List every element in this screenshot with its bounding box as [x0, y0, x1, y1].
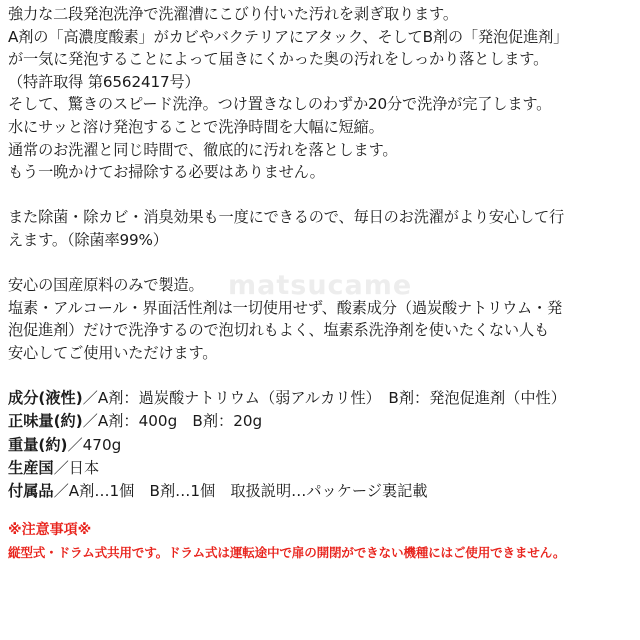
description-line: 強力な二段発泡洗浄で洗濯漕にこびり付いた汚れを剥ぎ取ります。 — [8, 5, 458, 23]
spec-value: ／A剤：過炭酸ナトリウム（弱アルカリ性） B剤：発泡促進剤（中性） — [82, 389, 566, 408]
origin-line: 安心してご使用いただけます。 — [8, 343, 218, 362]
effect-line: また除菌・除カビ・消臭効果も一度にできるので、毎日のお洗濯がより安心して行 — [8, 208, 565, 227]
spec-label: 生産国 — [8, 458, 54, 477]
spec-label: 成分(液性) — [8, 389, 83, 408]
spec-value: ／A剤…1個 B剤…1個 取扱説明…パッケージ裏記載 — [53, 482, 428, 501]
spec-label: 正味量(約) — [8, 412, 83, 431]
description-line: もう一晩かけてお掃除する必要はありません。 — [8, 163, 325, 182]
description-line: そして、驚きのスピード洗浄。つけ置きなしのわずか20分で洗浄が完了します。 — [8, 95, 552, 114]
product-description — [8, 3, 634, 563]
origin-line: 安心の国産原料のみで製造。 — [8, 276, 204, 295]
spec-value: ／日本 — [53, 458, 100, 477]
description-line: が一気に発泡することによって届きにくかった奥の汚れをしっかり落とします。 — [8, 50, 549, 69]
notice-body: 縦型式・ドラム式共用です。ドラム式は運転途中で扉の開閉ができない機種にはご使用できません。 — [8, 544, 566, 560]
spec-row-weight — [8, 434, 634, 457]
spec-row-ingredients — [8, 387, 634, 410]
origin-line: 泡促進剤）だけで洗浄するので泡切れもよく、塩素系洗浄剤を使いたくない人も — [8, 321, 550, 340]
watermark: matsucame — [228, 270, 413, 301]
notice-title: ※注意事項※ — [8, 521, 92, 538]
description-line: 水にサッと溶け発泡することで洗浄時間を大幅に短縮。 — [8, 117, 384, 136]
spec-row-country — [8, 457, 634, 480]
description-line: A剤の「高濃度酸素」がカビやバクテリアにアタック、そしてB剤の「発泡促進剤」 — [8, 27, 569, 46]
paragraph-spacer — [8, 365, 634, 388]
origin-line: 塩素・アルコール・界面活性剤は一切使用せず、酸素成分（過炭酸ナトリウム・発 — [8, 298, 563, 317]
effect-line: えます。（除菌率99%） — [8, 230, 168, 249]
spec-label: 付属品 — [8, 482, 54, 501]
paragraph-spacer — [8, 184, 634, 207]
spec-label: 重量(約) — [8, 435, 68, 454]
spec-value: ／A剤：400g B剤：20g — [82, 412, 263, 431]
spec-value: ／470g — [67, 435, 122, 454]
paragraph-spacer — [8, 252, 634, 275]
spec-row-net-amount — [8, 410, 634, 433]
description-line: 通常のお洗濯と同じ時間で、徹底的に汚れを落とします。 — [8, 140, 398, 159]
patent-line: （特許取得 第6562417号） — [8, 72, 200, 91]
spec-row-accessories — [8, 480, 634, 503]
spec-list — [8, 387, 634, 503]
